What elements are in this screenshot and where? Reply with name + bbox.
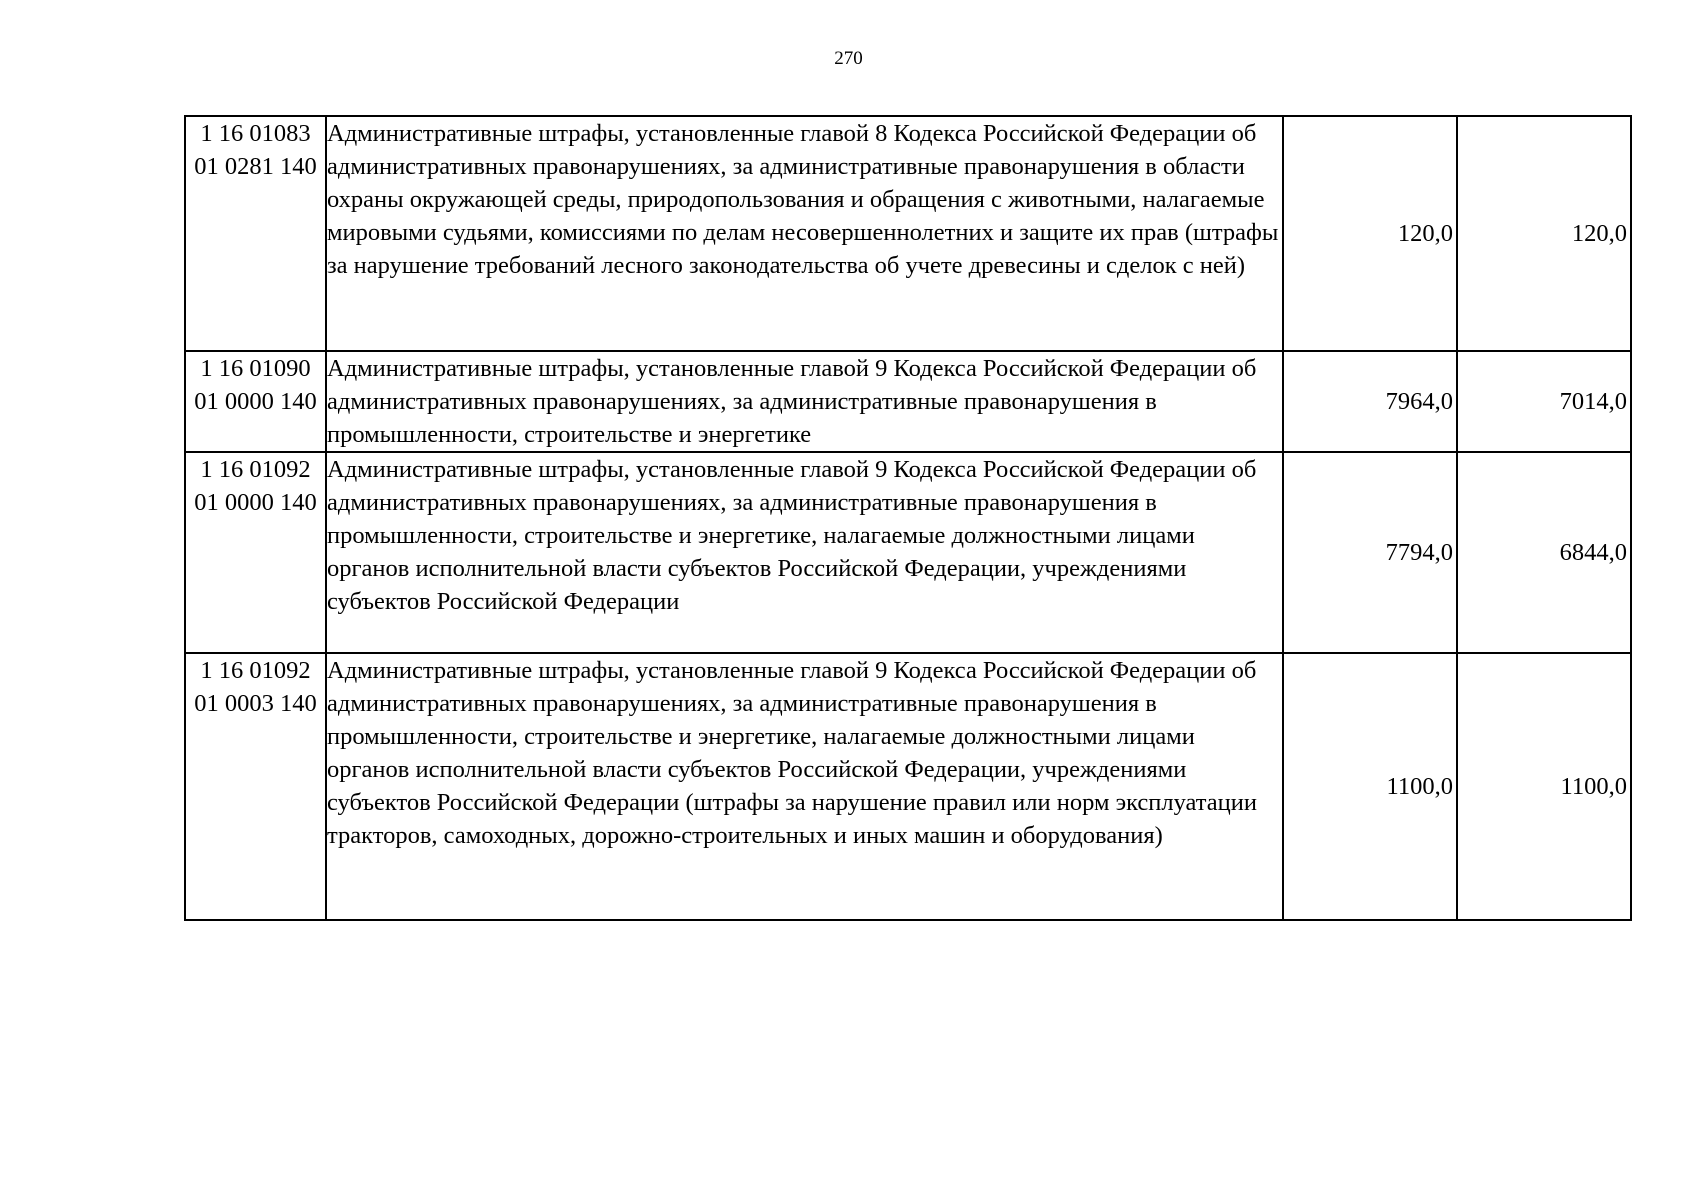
budget-revenue-table [184,115,1632,921]
budget-code-cell [185,116,326,351]
budget-code-line-1: 1 16 01092 [200,456,311,483]
table-row [185,653,1631,920]
amount-year-1-cell: 1100,0 [1283,653,1457,920]
budget-code-cell [185,653,326,920]
revenue-name-cell: Административные штрафы, установленные главой 8 Кодекса Российской Федерации об административных правонарушениях, за административные правонарушения в области охраны окружающей среды, природопользования и обращения с животными, налагаемые мировыми судьями, комиссиями по делам несовершеннолетних и защите их прав (штрафы за нарушение требований лесного законодательства об учете древесины и сделок с ней) [326,116,1283,351]
revenue-name-cell: Административные штрафы, установленные главой 9 Кодекса Российской Федерации об административных правонарушениях, за административные правонарушения в промышленности, строительстве и энергетике, налагаемые должностными лицами органов исполнительной власти субъектов Российской Федерации, учреждениями субъектов Российской Федерации (штрафы за нарушение правил или норм эксплуатации тракторов, самоходных, дорожно-строительных и иных машин и оборудования) [326,653,1283,920]
amount-year-2-cell: 7014,0 [1457,351,1631,452]
amount-year-2-cell: 1100,0 [1457,653,1631,920]
budget-code-line-2: 01 0000 140 [194,489,317,516]
amount-year-2-cell: 120,0 [1457,116,1631,351]
table-row [185,116,1631,351]
amount-year-1-cell: 7794,0 [1283,452,1457,653]
revenue-name-cell: Административные штрафы, установленные главой 9 Кодекса Российской Федерации об административных правонарушениях, за административные правонарушения в промышленности, строительстве и энергетике [326,351,1283,452]
budget-code-cell [185,351,326,452]
budget-code-line-2: 01 0000 140 [194,388,317,415]
budget-code-line-2: 01 0281 140 [194,153,317,180]
revenue-name-cell: Административные штрафы, установленные главой 9 Кодекса Российской Федерации об административных правонарушениях, за административные правонарушения в промышленности, строительстве и энергетике, налагаемые должностными лицами органов исполнительной власти субъектов Российской Федерации, учреждениями субъектов Российской Федерации [326,452,1283,653]
table-row [185,351,1631,452]
amount-year-1-cell: 7964,0 [1283,351,1457,452]
amount-year-1-cell: 120,0 [1283,116,1457,351]
budget-code-line-1: 1 16 01083 [200,120,311,147]
page-number: 270 [834,48,863,69]
budget-code-cell [185,452,326,653]
budget-code-line-1: 1 16 01090 [200,355,311,382]
table-row [185,452,1631,653]
amount-year-2-cell: 6844,0 [1457,452,1631,653]
budget-code-line-2: 01 0003 140 [194,690,317,717]
budget-code-line-1: 1 16 01092 [200,657,311,684]
